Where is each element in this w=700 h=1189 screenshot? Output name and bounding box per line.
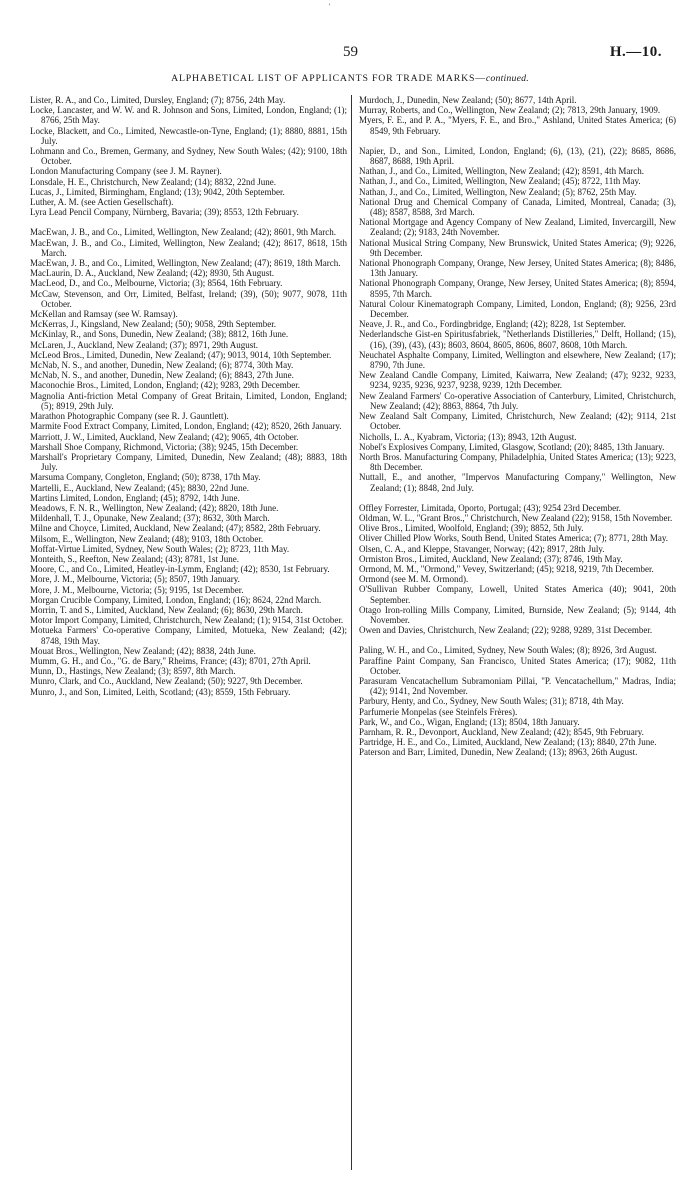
applicant-entry: Magnolia Anti-friction Metal Company of Great Britain, Limited, London, England; (5); 8919, 29th July. (30, 390, 347, 411)
applicant-entry: National Musical String Company, New Brunswick, United States America; (9); 9226, 9th December. (359, 237, 676, 258)
applicant-entry: Morrin, T. and S., Limited, Auckland, New Zealand; (6); 8630, 29th March. (30, 604, 303, 615)
applicant-entry: Murdoch, J., Dunedin, New Zealand; (50); 8677, 14th April. (359, 95, 577, 105)
applicant-entry: Luther, A. M. (see Actien Gesellschaft). (30, 197, 174, 208)
applicant-entry: Park, W., and Co., Wigan, England; (13); 8504, 18th January. (359, 716, 580, 727)
applicant-entry: O'Sullivan Rubber Company, Lowell, United States America (40); 9041, 20th September. (359, 584, 676, 605)
applicant-entry: Oldman, W. L., "Grant Bros.," Christchurch, New Zealand (22); 9158, 15th November. (359, 512, 673, 523)
applicant-entry: Nobel's Explosives Company, Limited, Glasgow, Scotland; (20); 8485, 13th January. (359, 441, 665, 452)
applicant-entry: Munn, D., Hastings, New Zealand; (3); 8597, 8th March. (30, 666, 236, 677)
top-mark: ' (329, 2, 331, 11)
applicant-entry: Offley Forrester, Limitada, Oporto, Portugal; (43); 9254 23rd December. (359, 502, 621, 513)
applicant-entry: Nederlandsche Gist-en Spiritusfabriek, "Netherlands Distilleries," Delft, Holland; (15), (16), (39), (43), (43); 8603, 8604, 8605, 8606, 8607, 8608, 10th March. (359, 329, 676, 350)
applicant-entry: Milne and Choyce, Limited, Auckland, New Zealand; (47); 8582, 28th February. (30, 523, 321, 534)
applicant-entry: Partridge, H. E., and Co., Limited, Auckland, New Zealand; (13); 8840, 27th June. (359, 737, 657, 748)
applicant-entry: Martelli, E., Auckland, New Zealand; (45); 8830, 22nd June. (30, 482, 249, 493)
applicant-entry: New Zealand Farmers' Co-operative Association of Canterbury, Limited, Christchurch, New Zealand; (42); 8863, 8864, 7th July. (359, 390, 676, 411)
applicant-entry: National Phonograph Company, Orange, New Jersey, United States America; (8); 8594, 8595, 7th March. (359, 278, 676, 299)
applicant-entry: Ormond, M. M., "Ormond," Vevey, Switzerland; (45); 9218, 9219, 7th December. (359, 563, 654, 574)
applicant-entry: Parbury, Henty, and Co., Sydney, New South Wales; (31); 8718, 4th May. (359, 696, 624, 707)
page-title (0, 73, 700, 84)
section-gap (359, 635, 676, 645)
applicant-entry: Munro, Clark, and Co., Auckland, New Zealand; (50); 9227, 9th December. (30, 676, 303, 687)
applicant-entry: McLeod Bros., Limited, Dunedin, New Zealand; (47); 9013, 9014, 10th September. (30, 349, 332, 360)
applicant-entry: MacLeod, D., and Co., Melbourne, Victoria; (3); 8564, 16th February. (30, 278, 283, 289)
applicant-entry: Murray, Roberts, and Co., Wellington, New Zealand; (2); 7813, 29th January, 1909. (359, 105, 661, 116)
applicant-entry: Lonsdale, H. E., Christchurch, New Zealand; (14); 8832, 22nd June. (30, 176, 276, 187)
applicant-entry: Olsen, C. A., and Kleppe, Stavanger, Norway; (42); 8917, 28th July. (359, 543, 605, 554)
applicant-entry: Marathon Photographic Company (see R. J. Gauntlett). (30, 411, 229, 422)
applicant-entry: Neave, J. R., and Co., Fordingbridge, England; (42); 8228, 1st September. (359, 319, 626, 330)
title-continued: continued. (485, 73, 529, 84)
left-column (30, 95, 347, 697)
applicant-entry: Moore, C., and Co., Limited, Heatley-in-Lymm, England; (42); 8530, 1st February. (30, 564, 330, 575)
applicant-entry: MacEwan, J. B., and Co., Limited, Wellington, New Zealand; (47); 8619, 18th March. (30, 258, 341, 269)
applicant-entry: Lister, R. A., and Co., Limited, Dursley, England; (7); 8756, 24th May. (30, 95, 286, 105)
applicant-entry: Parfumerie Monpelas (see Steinfels Frères). (359, 706, 518, 717)
applicant-entry: Marriott, J. W., Limited, Auckland, New Zealand; (42); 9065, 4th October. (30, 431, 299, 442)
applicant-entry: Mildenhall, T. J., Opunake, New Zealand; (37); 8632, 30th March. (30, 513, 270, 524)
applicant-entry: Nathan, J., and Co., Limited, Wellington, New Zealand; (42); 8591, 4th March. (359, 166, 645, 177)
applicant-entry: Mouat Bros., Wellington, New Zealand; (42); 8838, 24th June. (30, 645, 256, 656)
applicant-entry: Lohmann and Co., Bremen, Germany, and Sydney, New South Wales; (42); 9100, 18th October. (30, 146, 347, 167)
applicant-entry: Nathan, J., and Co., Limited, Wellington, New Zealand; (5); 8762, 25th May. (359, 186, 637, 197)
applicant-entry: Motor Import Company, Limited, Christchurch, New Zealand; (1); 9154, 31st October. (30, 615, 344, 626)
applicant-entry: Neuchatel Asphalte Company, Limited, Wellington and elsewhere, New Zealand; (17); 8790, 7th June. (359, 349, 676, 371)
applicant-entry: Locke, Blackett, and Co., Limited, Newcastle-on-Tyne, England; (1); 8880, 8881, 15th July. (30, 125, 347, 146)
applicant-entry: Morgan Crucible Company, Limited, London, England; (16); 8624, 22nd March. (30, 594, 322, 605)
applicant-entry: MacLaurin, D. A., Auckland, New Zealand; (42); 8930, 5th August. (30, 268, 274, 279)
applicant-entry: Mumm, G. H., and Co., "G. de Bary," Rheims, France; (43); 8701, 27th April. (30, 655, 311, 666)
applicant-entry: Otago Iron-rolling Mills Company, Limited, Burnside, New Zealand; (5); 9144, 4th November. (359, 604, 676, 625)
applicant-entry: McCaw, Stevenson, and Orr, Limited, Belfast, Ireland; (39), (50); 9077, 9078, 11th October. (30, 288, 347, 309)
applicant-entry: Nuttall, E., and another, "Impervos Manufacturing Company," Wellington, New Zealand; (1); 8848, 2nd July. (359, 472, 676, 493)
applicant-entry: Paterson and Barr, Limited, Dunedin, New Zealand; (13); 8963, 26th August. (359, 747, 638, 758)
applicant-entry: Meadows, F. N. R., Wellington, New Zealand; (42); 8820, 18th June. (30, 502, 279, 513)
applicant-entry: MacEwan, J. B., and Co., Limited, Wellington, New Zealand; (42); 8617, 8618, 15th March. (30, 237, 347, 258)
applicant-entry: London Manufacturing Company (see J. M. Rayner). (30, 166, 222, 177)
applicant-entry: Locke, Lancaster, and W. W. and R. Johnson and Sons, Limited, London, England; (1); 8766, 25th May. (30, 105, 347, 126)
applicant-entry: National Phonograph Company, Orange, New Jersey, United States America; (8); 8486, 13th January. (359, 258, 676, 279)
applicant-entry: McKerras, J., Kingsland, New Zealand; (50); 9058, 29th September. (30, 319, 276, 330)
applicant-entry: Marshall's Proprietary Company, Limited, Dunedin, New Zealand; (48); 8883, 18th July. (30, 451, 347, 473)
applicant-entry: Martins Limited, London, England; (45); 8792, 14th June. (30, 492, 240, 503)
applicant-entry: Napier, D., and Son., Limited, London, England; (6), (13), (21), (22); 8685, 8686, 8687, 8688, 19th April. (359, 145, 676, 167)
applicant-entry: Lucas, J., Limited, Birmingham, England; (13); 9042, 20th September. (30, 186, 285, 197)
applicant-entry: Parasuram Vencatachellum Subramoniam Pillai, "P. Vencatachellum," Madras, India; (42); 9141, 2nd November. (359, 675, 676, 697)
applicant-entry: Nathan, J., and Co., Limited, Wellington, New Zealand; (45); 8722, 11th May. (359, 176, 641, 187)
page-number: 59 (343, 44, 358, 60)
applicant-entry: National Drug and Chemical Company of Canada, Limited, Montreal, Canada; (3), (48); 8587, 8588, 3rd March. (359, 196, 676, 218)
applicant-entry: Parnham, R. R., Devonport, Auckland, New Zealand; (42); 8545, 9th February. (359, 726, 644, 737)
applicant-entry: North Bros. Manufacturing Company, Philadelphia, United States America; (13); 9223, 8th December. (359, 451, 676, 473)
section-gap (30, 217, 347, 227)
applicant-entry: Monteith, S., Reefton, New Zealand; (43); 8781, 1st June. (30, 553, 239, 564)
applicant-entry: Milsom, E., Wellington, New Zealand; (48); 9103, 18th October. (30, 533, 264, 544)
applicant-entry: New Zealand Candle Company, Limited, Kaiwarra, New Zealand; (47); 9232, 9233, 9234, 9235, 9236, 9237, 9238, 9239, 12th December. (359, 370, 676, 391)
title-main: ALPHABETICAL LIST OF APPLICANTS FOR TRADE MARKS— (171, 73, 486, 84)
applicant-entry: New Zealand Salt Company, Limited, Christchurch, New Zealand; (42); 9114, 21st October. (359, 411, 676, 432)
section-gap (359, 493, 676, 503)
applicant-entry: National Mortgage and Agency Company of New Zealand, Limited, Invercargill, New Zealand; (2); 9183, 24th November. (359, 217, 676, 238)
applicant-entry: McLaren, J., Auckland, New Zealand; (37); 8971, 29th August. (30, 339, 258, 350)
applicant-entry: Marsuma Company, Congleton, England; (50); 8738, 17th May. (30, 472, 261, 483)
applicant-entry: Moffat-Virtue Limited, Sydney, New South Wales; (2); 8723, 11th May. (30, 543, 290, 554)
document-code: H.—10. (609, 44, 662, 60)
applicant-entry: More, J. M., Melbourne, Victoria; (5); 9195, 1st December. (30, 584, 244, 595)
applicant-entry: Paling, W. H., and Co., Limited, Sydney, New South Wales; (8); 8926, 3rd August. (359, 645, 657, 656)
applicant-entry: MacEwan, J. B., and Co., Limited, Wellington, New Zealand; (42); 8601, 9th March. (30, 227, 337, 238)
applicant-entry: Owen and Davies, Christchurch, New Zealand; (22); 9288, 9289, 31st December. (359, 625, 653, 636)
applicant-entry: Oliver Chilled Plow Works, South Bend, United States America; (7); 8771, 28th May. (359, 533, 668, 544)
applicant-entry: Maconochie Bros., Limited, London, England; (42); 9283, 29th December. (30, 380, 300, 391)
applicant-entry: More, J. M., Melbourne, Victoria; (5); 8507, 19th January. (30, 574, 240, 585)
page-header (0, 44, 700, 64)
applicant-entry: Natural Colour Kinematograph Company, Limited, London, England; (8); 9256, 23rd December. (359, 298, 676, 320)
applicant-entry: Paraffine Paint Company, San Francisco, United States America; (17); 9082, 11th October. (359, 655, 676, 676)
applicant-entry: Nicholls, L. A., Kyabram, Victoria; (13); 8943, 12th August. (359, 431, 577, 442)
applicant-entry: Olive Bros., Limited, Woolfold, England; (39); 8852, 5th July. (359, 523, 584, 534)
applicant-entry: McKellan and Ramsay (see W. Ramsay). (30, 309, 178, 320)
applicant-entry: Ormond (see M. M. Ormond). (359, 574, 469, 585)
applicant-entry: Munro, J., and Son, Limited, Leith, Scotland; (43); 8559, 15th February. (30, 686, 291, 697)
applicant-entry: Marmite Food Extract Company, Limited, London, England; (42); 8520, 26th January. (30, 421, 342, 432)
applicant-entry: McNab, N. S., and another, Dunedin, New Zealand; (6); 8774, 30th May. (30, 360, 294, 371)
column-divider (351, 95, 352, 1170)
applicant-entry: Motueka Farmers' Co-operative Company, Limited, Motueka, New Zealand; (42); 8748, 19th May. (30, 625, 347, 646)
applicant-entry: Marshall Shoe Company, Richmond, Victoria; (38); 9245, 15th December. (30, 441, 299, 452)
applicant-entry: Myers, F. E., and P. A., "Myers, F. E., and Bro.," Ashland, United States America; (6) 8549, 9th February. (359, 115, 676, 136)
applicant-entry: McKinlay, R., and Sons, Dunedin, New Zealand; (38); 8812, 16th June. (30, 329, 289, 340)
section-gap (359, 136, 676, 146)
applicant-entry: Lyra Lead Pencil Company, Nürnberg, Bavaria; (39); 8553, 12th February. (30, 207, 299, 218)
right-column (359, 95, 676, 758)
applicant-entry: Ormiston Bros., Limited, Auckland, New Zealand; (37); 8746, 19th May. (359, 553, 623, 564)
applicant-entry: McNab, N. S., and another, Dunedin, New Zealand; (6); 8843, 27th June. (30, 370, 294, 381)
